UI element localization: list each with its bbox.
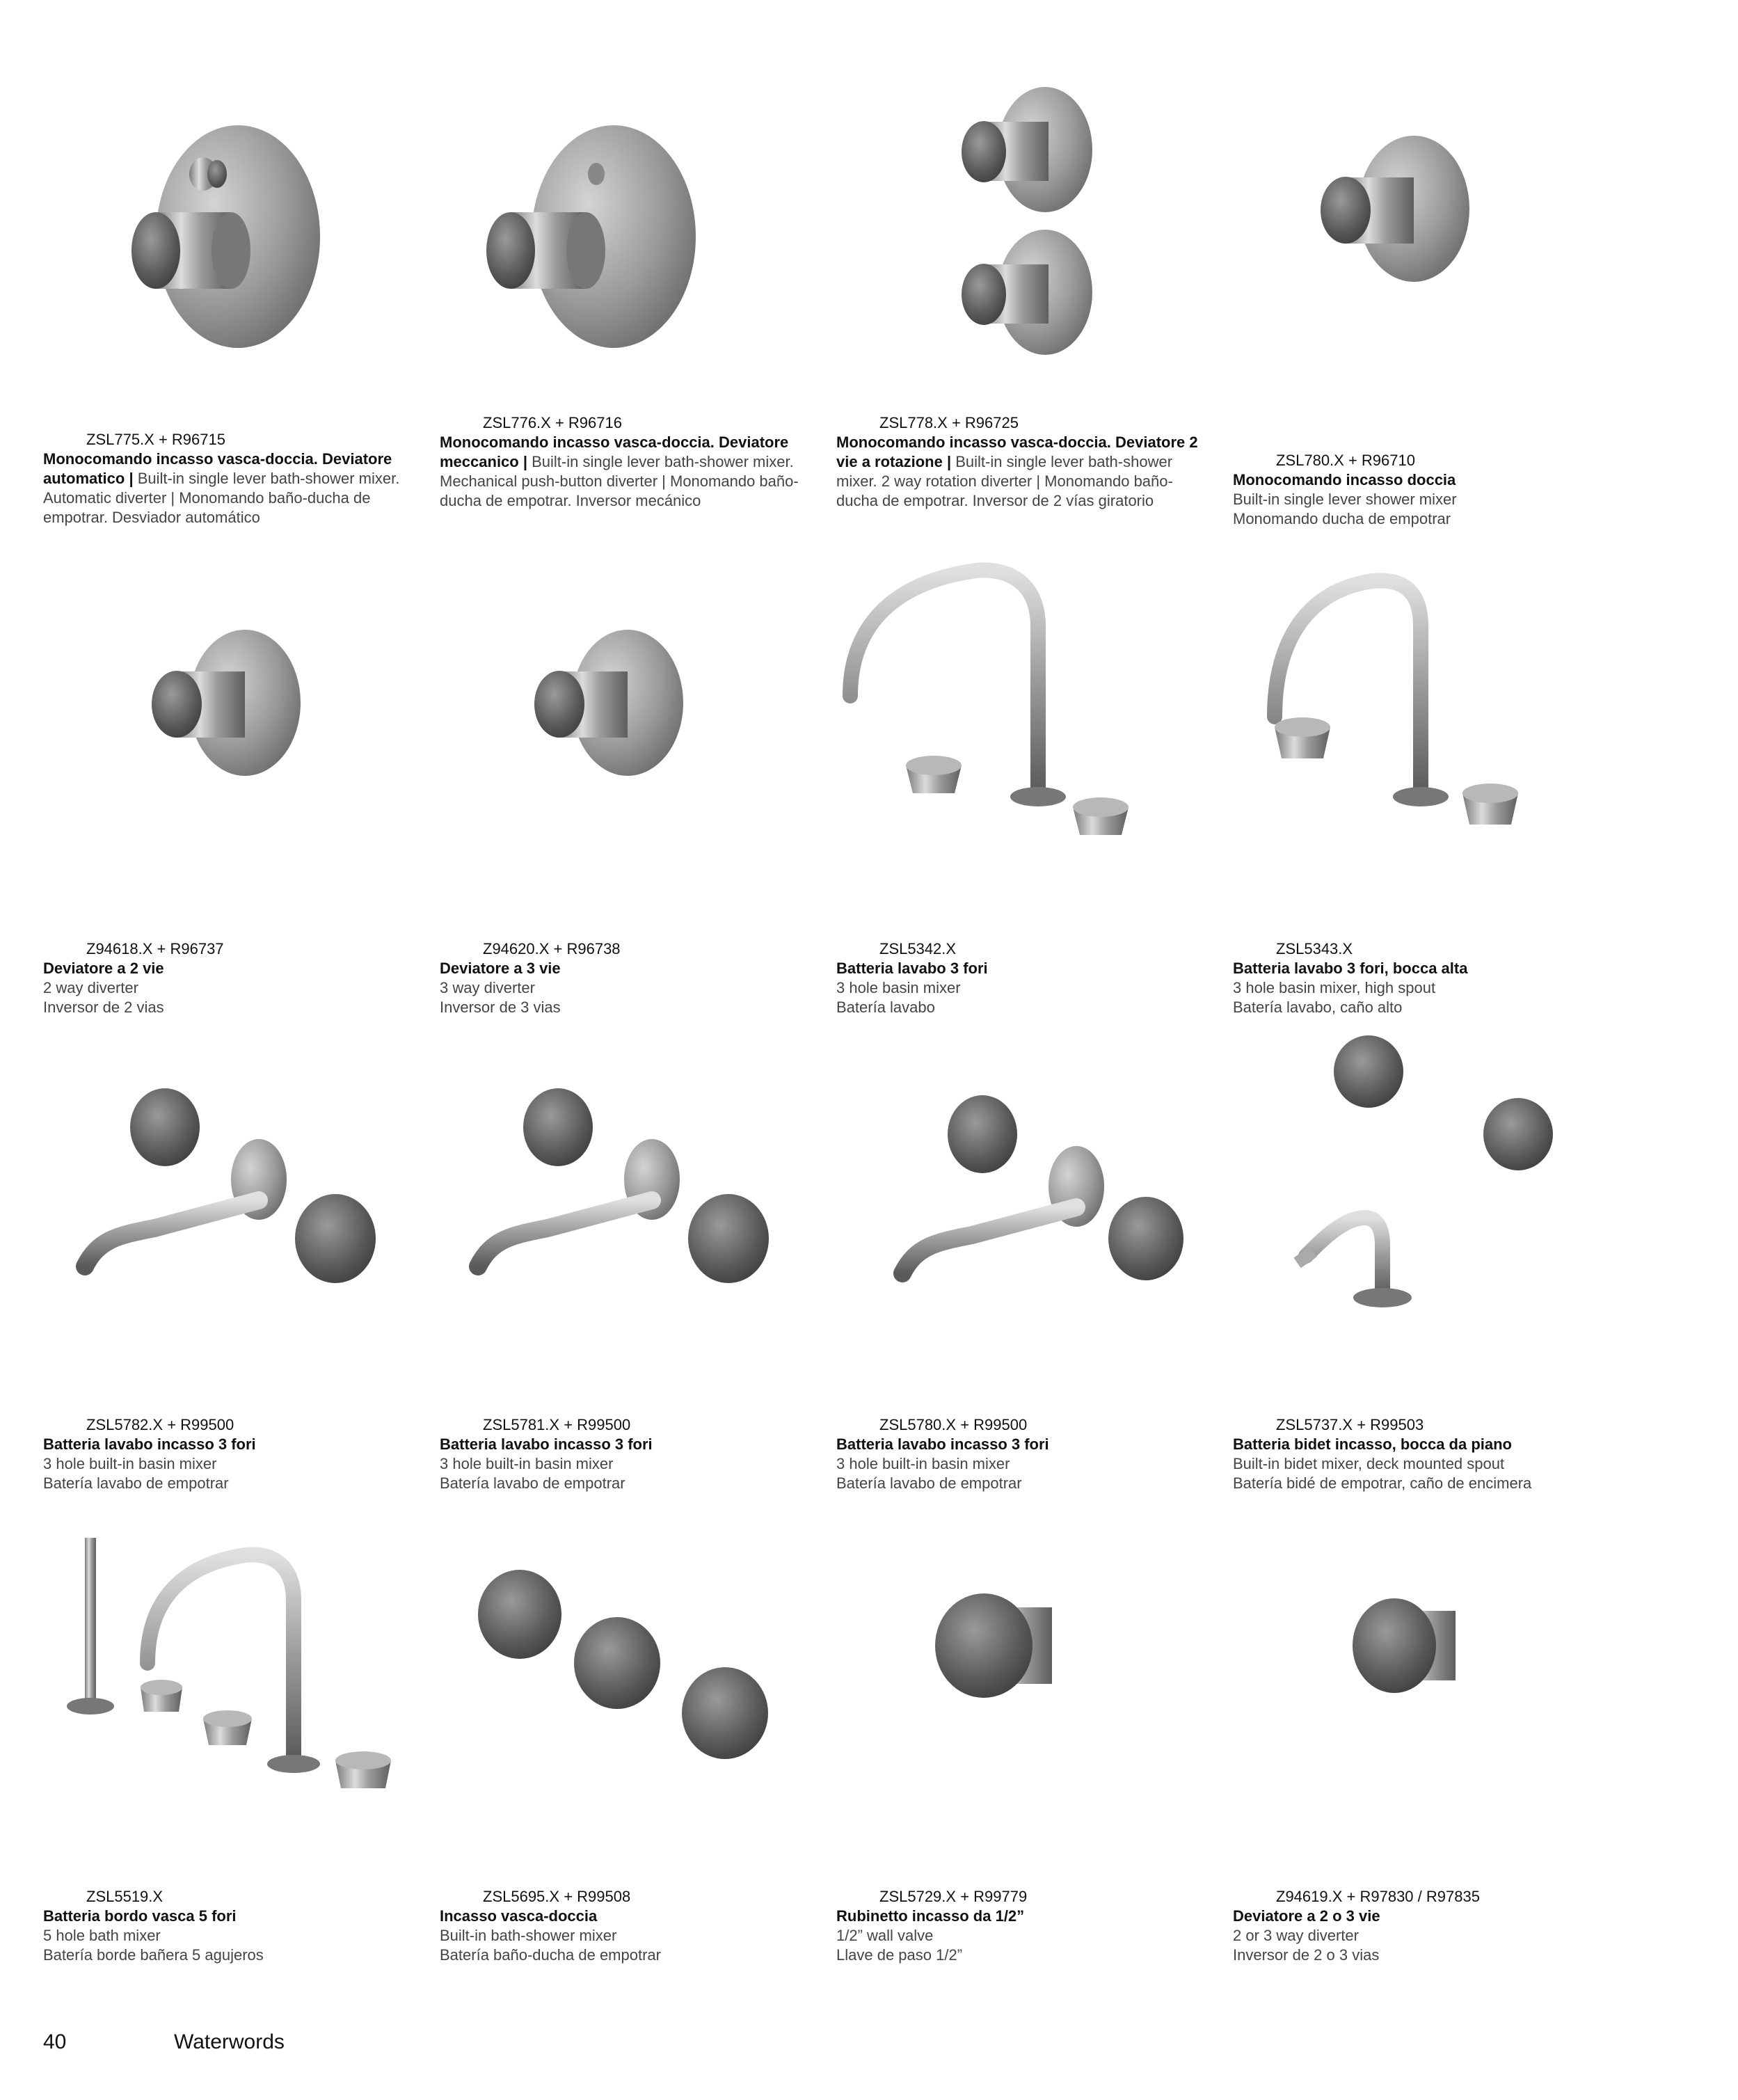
product-description: 3 hole built-in basin mixer Batería lavabo de empotrar <box>836 1455 1022 1492</box>
product-code: ZSL780.X + R96710 <box>1276 452 1415 469</box>
product-description: Built-in single lever bath-shower mixer. 2 way rotation diverter | Monomando baño-ducha de empotrar. Inversor de 2 vías giratorio <box>836 453 1173 509</box>
product-description: 3 hole built-in basin mixer Batería lavabo de empotrar <box>43 1455 229 1492</box>
product-description: Built-in single lever bath-shower mixer. Mechanical push-button diverter | Monomando baño-ducha de empotrar. Inversor mecánico <box>440 453 799 509</box>
product-description: Built-in bidet mixer, deck mounted spout Batería bidé de empotrar, caño de encimera <box>1233 1455 1532 1492</box>
product-title: Monocomando incasso vasca-doccia. Deviatore automatico | <box>43 450 392 487</box>
brand-name: Waterwords <box>174 2030 285 2053</box>
product-title: Deviatore a 2 o 3 vie <box>1233 1907 1380 1925</box>
product-code: Z94620.X + R96738 <box>483 940 621 957</box>
round-plate-mixer-with-diverter-icon <box>43 77 419 355</box>
product-code: ZSL5343.X <box>1276 940 1353 957</box>
triple-knob-mixer-icon <box>440 1559 815 1837</box>
product-description: 1/2” wall valve Llave de paso 1/2” <box>836 1927 963 1964</box>
wall-basin-mixer-icon <box>440 1065 815 1343</box>
three-hole-basin-mixer-high-spout-icon <box>1233 557 1609 877</box>
product-code: ZSL5342.X <box>879 940 957 957</box>
product-code: ZSL5782.X + R99500 <box>86 1416 234 1433</box>
product-code: ZSL5780.X + R99500 <box>879 1416 1028 1433</box>
product-description: 3 hole basin mixer Batería lavabo <box>836 979 961 1016</box>
two-or-three-way-diverter-icon <box>1233 1559 1609 1837</box>
three-hole-basin-mixer-icon <box>836 557 1212 877</box>
product-title: Batteria lavabo 3 fori, bocca alta <box>1233 960 1468 977</box>
product-title: Monocomando incasso vasca-doccia. Deviatore meccanico | <box>440 433 789 470</box>
product-title: Batteria lavabo 3 fori <box>836 960 988 977</box>
single-knob-mixer-icon <box>1233 77 1609 355</box>
wall-valve-icon <box>836 1559 1212 1837</box>
double-knob-mixer-icon <box>836 77 1212 369</box>
product-code: ZSL5737.X + R99503 <box>1276 1416 1424 1433</box>
two-way-diverter-icon <box>43 571 419 849</box>
product-description: 3 hole built-in basin mixer Batería lavabo de empotrar <box>440 1455 625 1492</box>
product-title: Batteria lavabo incasso 3 fori <box>836 1435 1049 1453</box>
product-description: Built-in single lever bath-shower mixer. Automatic diverter | Monomando baño-ducha de empotrar. Desviador automático <box>43 470 400 526</box>
product-description: Built-in bath-shower mixer Batería baño-ducha de empotrar <box>440 1927 661 1964</box>
product-code: ZSL5695.X + R99508 <box>483 1888 631 1905</box>
product-code: ZSL5519.X <box>86 1888 164 1905</box>
product-code: ZSL778.X + R96725 <box>879 414 1019 431</box>
product-description: 2 way diverter Inversor de 2 vias <box>43 979 164 1016</box>
product-code: Z94618.X + R96737 <box>86 940 224 957</box>
wall-basin-mixer-icon <box>836 1065 1212 1343</box>
bidet-mixer-icon <box>1233 1030 1609 1343</box>
product-description: 2 or 3 way diverter Inversor de 2 o 3 vias <box>1233 1927 1380 1964</box>
product-title: Monocomando incasso doccia <box>1233 471 1456 488</box>
product-code: ZSL775.X + R96715 <box>86 431 225 448</box>
product-title: Batteria lavabo incasso 3 fori <box>43 1435 256 1453</box>
product-title: Monocomando incasso vasca-doccia. Deviatore 2 vie a rotazione | <box>836 433 1198 470</box>
round-plate-mixer-push-button-icon <box>440 77 815 355</box>
product-title: Incasso vasca-doccia <box>440 1907 598 1925</box>
wall-basin-mixer-icon <box>43 1065 419 1343</box>
product-description: Built-in single lever shower mixer Monomando ducha de empotrar <box>1233 491 1457 527</box>
product-title: Batteria lavabo incasso 3 fori <box>440 1435 653 1453</box>
product-description: 5 hole bath mixer Batería borde bañera 5 agujeros <box>43 1927 264 1964</box>
product-code: ZSL776.X + R96716 <box>483 414 622 431</box>
product-code: ZSL5729.X + R99779 <box>879 1888 1028 1905</box>
product-description: 3 hole basin mixer, high spout Batería lavabo, caño alto <box>1233 979 1436 1016</box>
page-number: 40 <box>43 2030 67 2053</box>
product-code: Z94619.X + R97830 / R97835 <box>1276 1888 1480 1905</box>
product-description: 3 way diverter Inversor de 3 vias <box>440 979 561 1016</box>
product-title: Rubinetto incasso da 1/2” <box>836 1907 1025 1925</box>
product-code: ZSL5781.X + R99500 <box>483 1416 631 1433</box>
product-title: Deviatore a 3 vie <box>440 960 561 977</box>
product-title: Batteria bordo vasca 5 fori <box>43 1907 237 1925</box>
three-way-diverter-icon <box>440 571 815 849</box>
five-hole-bath-mixer-icon <box>43 1531 419 1837</box>
product-title: Deviatore a 2 vie <box>43 960 164 977</box>
product-title: Batteria bidet incasso, bocca da piano <box>1233 1435 1512 1453</box>
